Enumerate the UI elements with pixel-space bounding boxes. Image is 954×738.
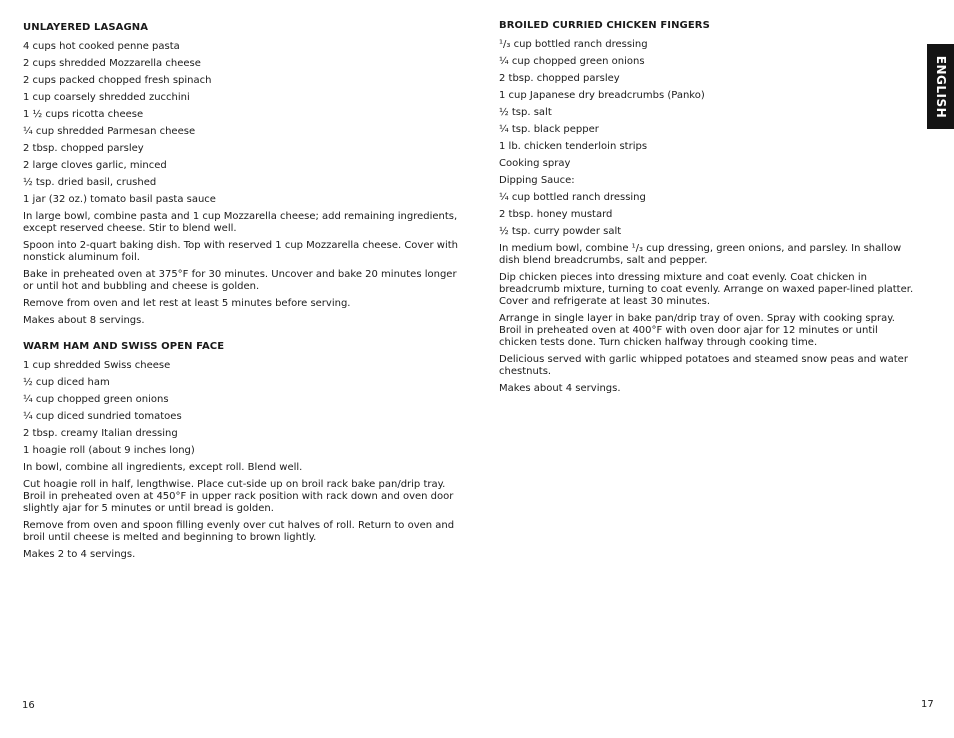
ingredient: 2 large cloves garlic, minced bbox=[23, 160, 167, 171]
ingredient: ¼ cup diced sundried tomatoes bbox=[23, 411, 182, 422]
ingredient: 1 jar (32 oz.) tomato basil pasta sauce bbox=[23, 194, 216, 205]
ingredient: 1 cup coarsely shredded zucchini bbox=[23, 92, 190, 103]
ingredient: 2 cups shredded Mozzarella cheese bbox=[23, 58, 201, 69]
ingredient: ¼ cup chopped green onions bbox=[23, 394, 169, 405]
direction-paragraph: In medium bowl, combine ¹/₃ cup dressing, green onions, and parsley. In shallow dish blend breadcrumbs, salt and pepper. bbox=[499, 243, 902, 266]
ingredient: 1 ½ cups ricotta cheese bbox=[23, 109, 144, 120]
language-tab bbox=[927, 44, 954, 129]
servings-note: Makes about 4 servings. bbox=[499, 383, 621, 394]
ingredient: ¼ tsp. black pepper bbox=[499, 124, 599, 135]
ingredient: 1 cup Japanese dry breadcrumbs (Panko) bbox=[499, 90, 705, 101]
ingredient-list bbox=[23, 360, 458, 457]
recipe-title: UNLAYERED LASAGNA bbox=[23, 22, 149, 33]
direction-paragraph: Spoon into 2-quart baking dish. Top with reserved 1 cup Mozzarella cheese. Cover with nonstick aluminum foil. bbox=[23, 240, 458, 263]
ingredient-list bbox=[499, 39, 917, 238]
servings-note: Makes 2 to 4 servings. bbox=[23, 549, 136, 560]
direction-paragraph: In bowl, combine all ingredients, except roll. Blend well. bbox=[23, 462, 303, 473]
ingredient: 1 lb. chicken tenderloin strips bbox=[499, 141, 648, 152]
recipe-unlayered-lasagna bbox=[23, 22, 458, 327]
ingredient: 1 hoagie roll (about 9 inches long) bbox=[23, 445, 195, 456]
ingredient: ¼ cup chopped green onions bbox=[499, 56, 645, 67]
ingredient: ½ tsp. salt bbox=[499, 107, 552, 118]
language-tab-label: ENGLISH bbox=[933, 55, 948, 118]
directions bbox=[499, 243, 917, 395]
direction-paragraph: Remove from oven and spoon filling evenly over cut halves of roll. Return to oven and broil until cheese is melted and beginning to brown lightly. bbox=[23, 520, 455, 543]
sauce-subheading: Dipping Sauce: bbox=[499, 175, 575, 186]
direction-paragraph: Bake in preheated oven at 375°F for 30 minutes. Uncover and bake 20 minutes longer or until hot and bubbling and cheese is golden. bbox=[23, 269, 457, 292]
direction-paragraph: Remove from oven and let rest at least 5 minutes before serving. bbox=[23, 298, 351, 309]
ingredient: 2 cups packed chopped fresh spinach bbox=[23, 75, 212, 86]
ingredient: 2 tbsp. creamy Italian dressing bbox=[23, 428, 178, 439]
ingredient: 4 cups hot cooked penne pasta bbox=[23, 41, 180, 52]
ingredient: ½ cup diced ham bbox=[23, 377, 110, 388]
ingredient: ¼ cup bottled ranch dressing bbox=[499, 192, 646, 203]
page-number: 16 bbox=[22, 700, 35, 711]
direction-paragraph: Dip chicken pieces into dressing mixture and coat evenly. Coat chicken in breadcrumb mixture, turning to coat evenly. Arrange on waxed paper-lined platter. Cover and refrigerate at least 30 minutes. bbox=[499, 272, 914, 307]
ingredient: 2 tbsp. chopped parsley bbox=[23, 143, 144, 154]
ingredient: ¼ cup shredded Parmesan cheese bbox=[23, 126, 196, 137]
recipe-title: WARM HAM AND SWISS OPEN FACE bbox=[23, 341, 225, 352]
direction-paragraph: Delicious served with garlic whipped potatoes and steamed snow peas and water chestnuts. bbox=[499, 354, 908, 377]
directions bbox=[23, 462, 458, 561]
servings-note: Makes about 8 servings. bbox=[23, 315, 145, 326]
ingredient: ½ tsp. curry powder salt bbox=[499, 226, 622, 237]
ingredient: 2 tbsp. honey mustard bbox=[499, 209, 613, 220]
ingredient: ½ tsp. dried basil, crushed bbox=[23, 177, 157, 188]
recipe-broiled-curried-chicken-fingers bbox=[499, 20, 917, 395]
directions bbox=[23, 211, 458, 327]
ingredient: 1 cup shredded Swiss cheese bbox=[23, 360, 171, 371]
ingredient-list bbox=[23, 41, 458, 206]
recipe-warm-ham-and-swiss bbox=[23, 341, 458, 561]
direction-paragraph: Cut hoagie roll in half, lengthwise. Place cut-side up on broil rack bake pan/drip tray. Broil in preheated oven at 450°F in upper rack position with rack down and oven door slightly ajar for 5 minutes or until bread is golden. bbox=[23, 479, 454, 514]
ingredient: ¹/₃ cup bottled ranch dressing bbox=[499, 39, 648, 50]
ingredient: Cooking spray bbox=[499, 158, 571, 169]
right-page bbox=[477, 0, 954, 738]
page-number: 17 bbox=[921, 699, 934, 710]
direction-paragraph: Arrange in single layer in bake pan/drip tray of oven. Spray with cooking spray. Broil in preheated oven at 400°F with oven door ajar for 12 minutes or until chicken tests done. Turn chicken halfway through cooking time. bbox=[499, 313, 895, 348]
left-column bbox=[23, 22, 458, 566]
direction-paragraph: In large bowl, combine pasta and 1 cup Mozzarella cheese; add remaining ingredients, except reserved cheese. Stir to blend well. bbox=[23, 211, 458, 234]
ingredient: 2 tbsp. chopped parsley bbox=[499, 73, 620, 84]
recipe-title: BROILED CURRIED CHICKEN FINGERS bbox=[499, 20, 710, 31]
right-column bbox=[499, 20, 917, 400]
